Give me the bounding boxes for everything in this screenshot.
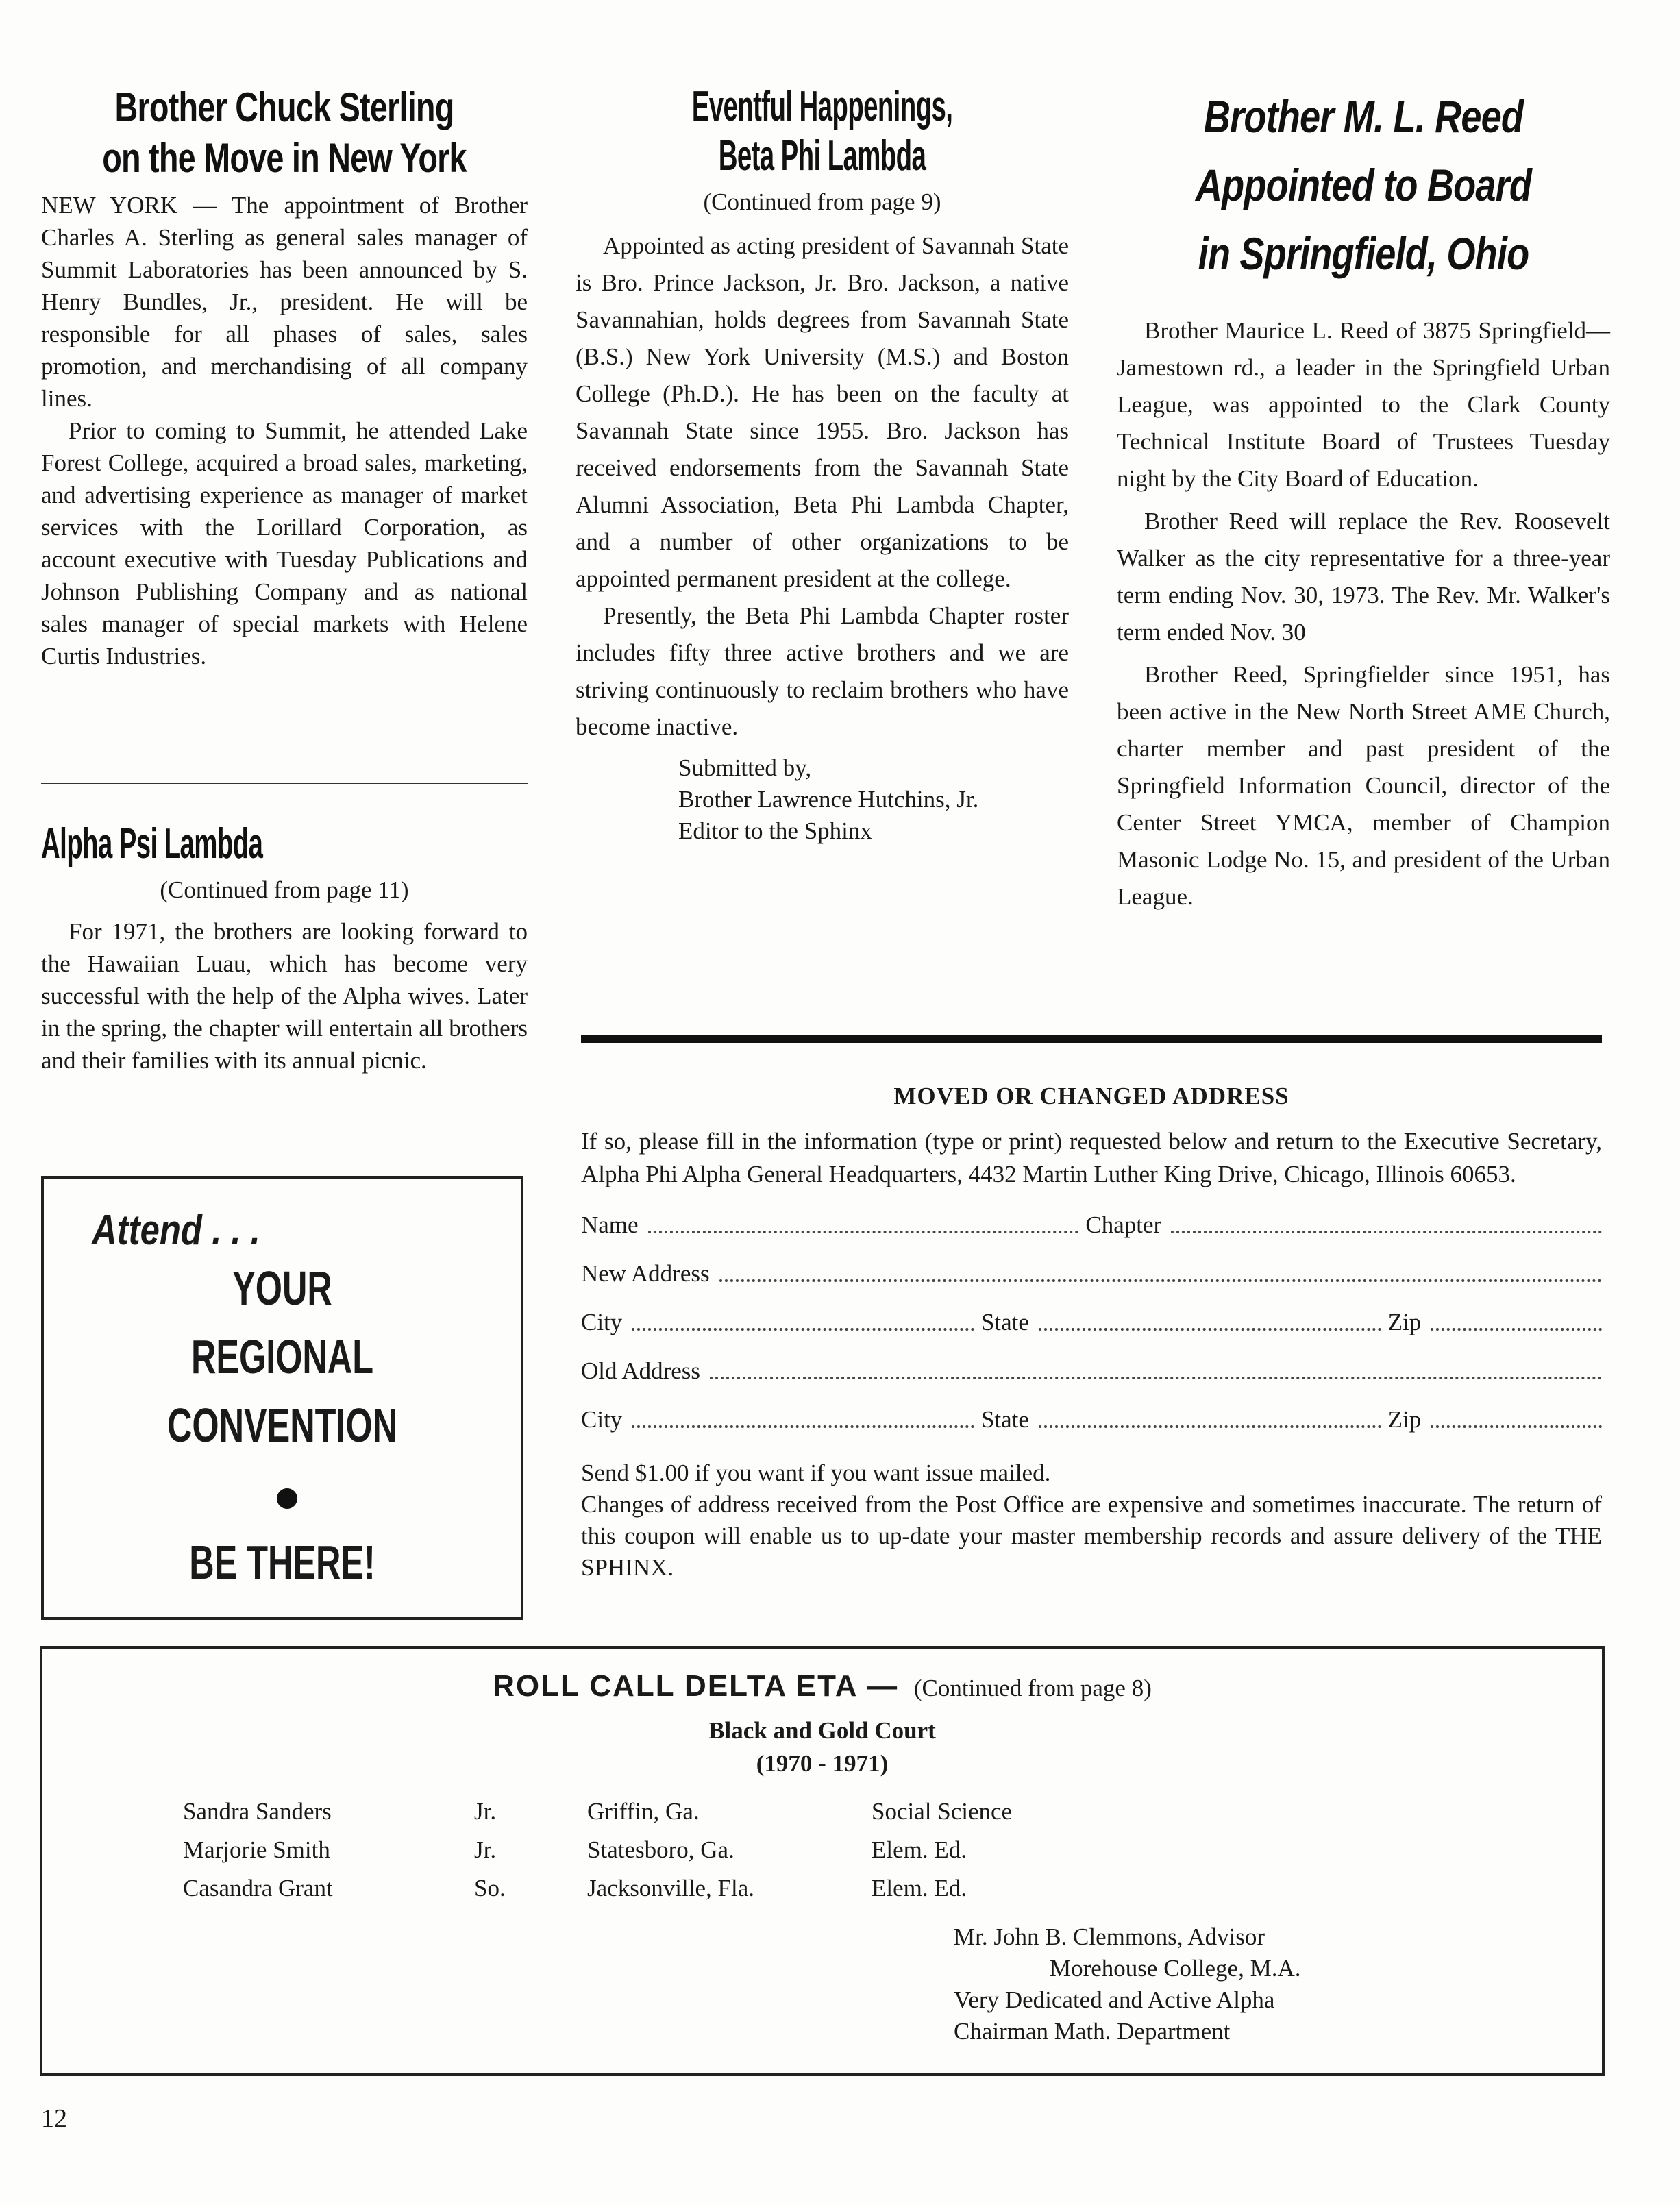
article-paragraph: Prior to coming to Summit, he attended Lake Forest College, acquired a broad sales, marketing, and advertising experience as manager of market services with the Lorillard Corporation, as account executive with Tuesday Publications and Johnson Publishing Company and as national sales manager of special markets with Helene Curtis Industries. — [41, 417, 528, 669]
change-address-form — [581, 1083, 1602, 1584]
city-label: City — [581, 1308, 623, 1335]
article-title-line: Appointed to Board — [1195, 160, 1532, 210]
section-title: Alpha Psi Lambda — [41, 820, 263, 867]
article-title-line: Eventful Happenings, — [691, 83, 953, 130]
page-number: 12 — [41, 2104, 67, 2133]
member-name: Marjorie Smith — [183, 1836, 330, 1863]
continued-note: (Continued from page 9) — [703, 188, 941, 215]
name-field[interactable] — [648, 1231, 1079, 1233]
new-address-field[interactable] — [719, 1279, 1602, 1282]
city-field[interactable] — [632, 1328, 974, 1331]
form-row-name — [581, 1200, 1602, 1249]
ad-line: BE THERE! — [189, 1536, 375, 1589]
chapter-field[interactable] — [1171, 1231, 1602, 1233]
article-paragraph: Brother Reed will replace the Rev. Roosevelt Walker as the city representative for a three-year term ending Nov. 30, 1973. The Rev. Mr. Walker's term ended Nov. 30 — [1117, 508, 1610, 645]
zip-field[interactable] — [1431, 1425, 1602, 1428]
section-divider — [581, 1035, 1602, 1043]
roll-call-table — [183, 1793, 1012, 1908]
advisor-line: Morehouse College, M.A. — [1050, 1955, 1301, 1982]
ad-attend-text: Attend . . . — [92, 1207, 260, 1254]
submitted-line: Editor to the Sphinx — [678, 817, 872, 844]
column-middle — [576, 82, 1069, 847]
ad-line: YOUR — [232, 1261, 332, 1315]
article-paragraph: NEW YORK — The appointment of Brother Charles A. Sterling as general sales manager of Summit Laboratories has been announced by S. Henry Bundles, Jr., president. He will be responsible for all phases of sales, sales promotion, and merchandising of all company lines. — [41, 192, 528, 412]
member-town: Griffin, Ga. — [587, 1798, 700, 1825]
article-paragraph: Brother Reed, Springfielder since 1951, has been active in the New North Street AME Church, charter member and past president of the Springfield Information Council, director of the Center Street YMCA, member of Champion Masonic Lodge No. 15, and president of the Urban League. — [1117, 661, 1610, 910]
ad-line: CONVENTION — [166, 1399, 398, 1452]
article-title — [669, 82, 975, 181]
advisor-block — [954, 1921, 1300, 2047]
member-name: Sandra Sanders — [183, 1798, 332, 1825]
form-changes-note: Changes of address received from the Post Office are expensive and sometimes inaccurate. The return of this coupon will enable us to up-date your master membership records and assure delivery of the THE SPHINX. — [581, 1491, 1602, 1581]
submitted-by — [678, 752, 1069, 847]
article-title-line: on the Move in New York — [102, 135, 467, 181]
member-year: So. — [474, 1875, 506, 1901]
roll-call-subtitle: Black and Gold Court — [708, 1717, 936, 1744]
bullet-dot — [277, 1488, 297, 1509]
article-paragraph: Brother Maurice L. Reed of 3875 Springfield—Jamestown rd., a leader in the Springfield Urban League, was appointed to the Clark County Technical Institute Board of Trustees Tuesday night by the City Board of Education. — [1117, 317, 1610, 492]
column-divider — [41, 783, 528, 784]
old-address-label: Old Address — [581, 1357, 701, 1384]
old-address-field[interactable] — [710, 1377, 1602, 1379]
roll-call-years: (1970 - 1971) — [756, 1750, 889, 1777]
article-title — [95, 82, 474, 184]
roll-call-title — [42, 1669, 1602, 1703]
member-major: Social Science — [872, 1798, 1013, 1825]
advisor-line: Very Dedicated and Active Alpha — [954, 1986, 1275, 2013]
city-field[interactable] — [632, 1425, 974, 1428]
form-row-new-address — [581, 1249, 1602, 1298]
submitted-line: Brother Lawrence Hutchins, Jr. — [678, 786, 979, 813]
table-row — [183, 1793, 1012, 1831]
member-town: Statesboro, Ga. — [587, 1836, 734, 1863]
table-row — [183, 1869, 1012, 1908]
article-title-line: Beta Phi Lambda — [718, 132, 926, 180]
advisor-line: Mr. John B. Clemmons, Advisor — [954, 1923, 1265, 1950]
form-intro: If so, please fill in the information (type or print) requested below and return to the Executive Secretary, Alpha Phi Alpha General Headquarters, 4432 Martin Luther King Drive, Chicago, Illinois 60653. — [581, 1128, 1602, 1187]
advisor-line: Chairman Math. Department — [954, 2018, 1231, 2045]
member-major: Elem. Ed. — [872, 1875, 967, 1901]
city-label: City — [581, 1405, 623, 1433]
form-row-old-address — [581, 1346, 1602, 1395]
zip-label: Zip — [1387, 1405, 1422, 1433]
article-title-line: Brother M. L. Reed — [1203, 91, 1524, 142]
form-title: MOVED OR CHANGED ADDRESS — [893, 1083, 1289, 1109]
article-paragraph: Appointed as acting president of Savannah State is Bro. Prince Jackson, Jr. Bro. Jackson, a native Savannahian, holds degrees from Savannah State (B.S.) New York University (M.S.) and Boston College (Ph.D.). He has been on the faculty at Savannah State since 1955. Bro. Jackson has received endorsements from the Savannah State Alumni Association, Beta Phi Lambda Chapter, and a number of other organizations to be appointed permanent president at the college. — [576, 232, 1069, 592]
column-right — [1117, 82, 1610, 915]
article-body — [41, 915, 528, 1076]
chapter-label: Chapter — [1085, 1211, 1162, 1238]
continued-note: (Continued from page 11) — [160, 876, 409, 903]
roll-call-box — [40, 1646, 1605, 2076]
member-year: Jr. — [474, 1798, 497, 1825]
state-label: State — [980, 1405, 1029, 1433]
column-left — [41, 82, 528, 672]
submitted-line: Submitted by, — [678, 754, 812, 781]
article-title-line: in Springfield, Ohio — [1198, 228, 1529, 279]
member-town: Jacksonville, Fla. — [587, 1875, 754, 1901]
form-row-city — [581, 1298, 1602, 1346]
table-row — [183, 1831, 1012, 1869]
member-name: Casandra Grant — [183, 1875, 333, 1901]
state-label: State — [980, 1308, 1029, 1335]
zip-label: Zip — [1387, 1308, 1422, 1335]
roll-call-continued: (Continued from page 8) — [913, 1675, 1152, 1701]
convention-ad — [41, 1176, 523, 1620]
article-title — [1161, 82, 1566, 288]
member-year: Jr. — [474, 1836, 497, 1863]
form-send-note: Send $1.00 if you want if you want issue mailed. — [581, 1459, 1051, 1486]
member-major: Elem. Ed. — [872, 1836, 967, 1863]
alpha-psi-section — [41, 820, 528, 1076]
roll-call-heading: ROLL CALL DELTA ETA — — [493, 1669, 899, 1703]
article-paragraph: For 1971, the brothers are looking forward to the Hawaiian Luau, which has become very successful with the help of the Alpha wives. Later in the spring, the chapter will entertain all brothers and their families with its annual picnic. — [41, 918, 528, 1074]
ad-line: REGIONAL — [190, 1330, 373, 1383]
state-field[interactable] — [1039, 1328, 1381, 1331]
zip-field[interactable] — [1431, 1328, 1602, 1331]
article-body — [41, 189, 528, 672]
article-paragraph: Presently, the Beta Phi Lambda Chapter roster includes fifty three active brothers and we are striving continuously to reclaim brothers who have become inactive. — [576, 602, 1069, 740]
article-body — [1117, 312, 1610, 915]
article-title-line: Brother Chuck Sterling — [114, 84, 454, 130]
form-row-city-2 — [581, 1395, 1602, 1444]
new-address-label: New Address — [581, 1259, 710, 1287]
name-label: Name — [581, 1211, 639, 1238]
state-field[interactable] — [1039, 1425, 1381, 1428]
article-body — [576, 227, 1069, 746]
